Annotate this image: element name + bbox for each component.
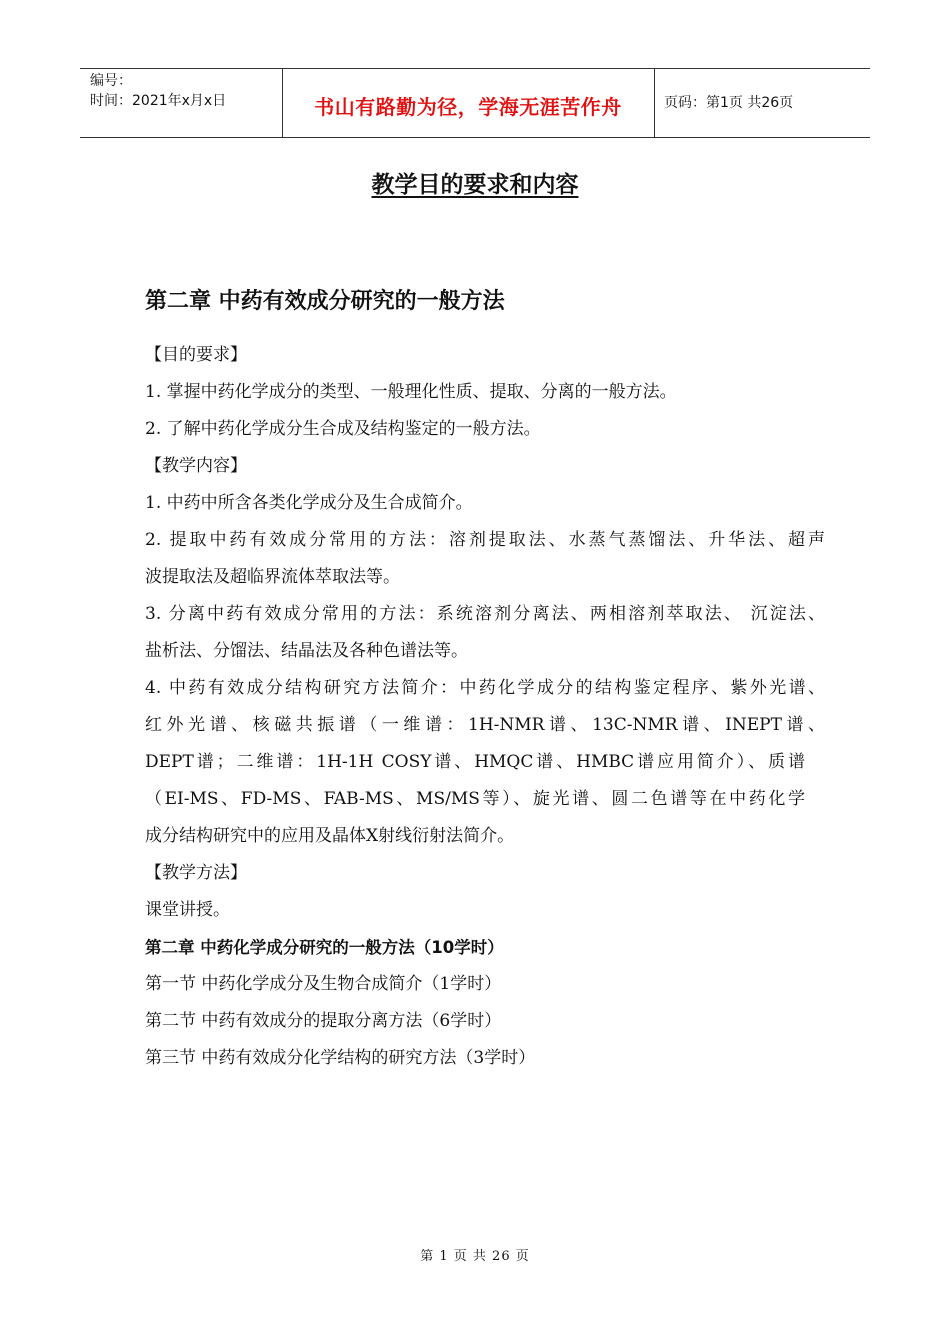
body-line: DEPT谱；二维谱：1H-1H COSY谱、HMQC谱、HMBC谱应用简介）、质谱 bbox=[145, 752, 805, 772]
body-line: 波提取法及超临界流体萃取法等。 bbox=[145, 567, 400, 587]
body-line: （EI-MS、FD-MS、FAB-MS、MS/MS等）、旋光谱、圆二色谱等在中药化学 bbox=[145, 789, 805, 809]
document-time-label: 时间：2021年x月x日 bbox=[90, 93, 227, 109]
body-line: 红外光谱、核磁共振谱（一维谱：1H-NMR谱、13C-NMR谱、INEPT谱、 bbox=[145, 715, 825, 735]
body-line: 成分结构研究中的应用及晶体X射线衍射法简介。 bbox=[145, 826, 515, 846]
document-number-label: 编号： bbox=[90, 73, 132, 89]
body-line: 盐析法、分馏法、结晶法及各种色谱法等。 bbox=[145, 641, 468, 661]
section-label-objectives: 【目的要求】 bbox=[145, 345, 247, 365]
header-left-cell bbox=[80, 69, 283, 137]
body-line: 1. 中药中所含各类化学成分及生合成简介。 bbox=[145, 493, 473, 513]
chapter-heading: 第二章 中药有效成分研究的一般方法 bbox=[145, 289, 505, 314]
header-motto: 书山有路勤为径，学海无涯苦作舟 bbox=[314, 95, 622, 119]
body-line: 1. 掌握中药化学成分的类型、一般理化性质、提取、分离的一般方法。 bbox=[145, 382, 677, 402]
page-footer: 第 1 页 共 26 页 bbox=[420, 1249, 530, 1264]
schedule-chapter-heading: 第二章 中药化学成分研究的一般方法（10学时） bbox=[145, 938, 504, 957]
body-line: 4. 中药有效成分结构研究方法简介：中药化学成分的结构鉴定程序、紫外光谱、 bbox=[145, 678, 825, 698]
schedule-section-item: 第一节 中药化学成分及生物合成简介（1学时） bbox=[145, 974, 502, 994]
section-label-method: 【教学方法】 bbox=[145, 863, 247, 883]
schedule-section-item: 第二节 中药有效成分的提取分离方法（6学时） bbox=[145, 1011, 502, 1031]
body-line: 2. 提取中药有效成分常用的方法：溶剂提取法、水蒸气蒸馏法、升华法、超声 bbox=[145, 530, 825, 550]
body-line: 课堂讲授。 bbox=[145, 900, 230, 920]
document-body bbox=[145, 337, 825, 1077]
document-title: 教学目的要求和内容 bbox=[371, 172, 579, 198]
header-right-cell bbox=[654, 69, 870, 137]
body-line: 2. 了解中药化学成分生合成及结构鉴定的一般方法。 bbox=[145, 419, 541, 439]
section-label-content: 【教学内容】 bbox=[145, 456, 247, 476]
schedule-section-item: 第三节 中药有效成分化学结构的研究方法（3学时） bbox=[145, 1048, 536, 1068]
body-line: 3. 分离中药有效成分常用的方法：系统溶剂分离法、两相溶剂萃取法、 沉淀法、 bbox=[145, 604, 825, 624]
header-middle-cell bbox=[282, 69, 655, 137]
header-page-info: 页码：第1页 共26页 bbox=[664, 95, 794, 111]
header-table bbox=[80, 68, 870, 138]
